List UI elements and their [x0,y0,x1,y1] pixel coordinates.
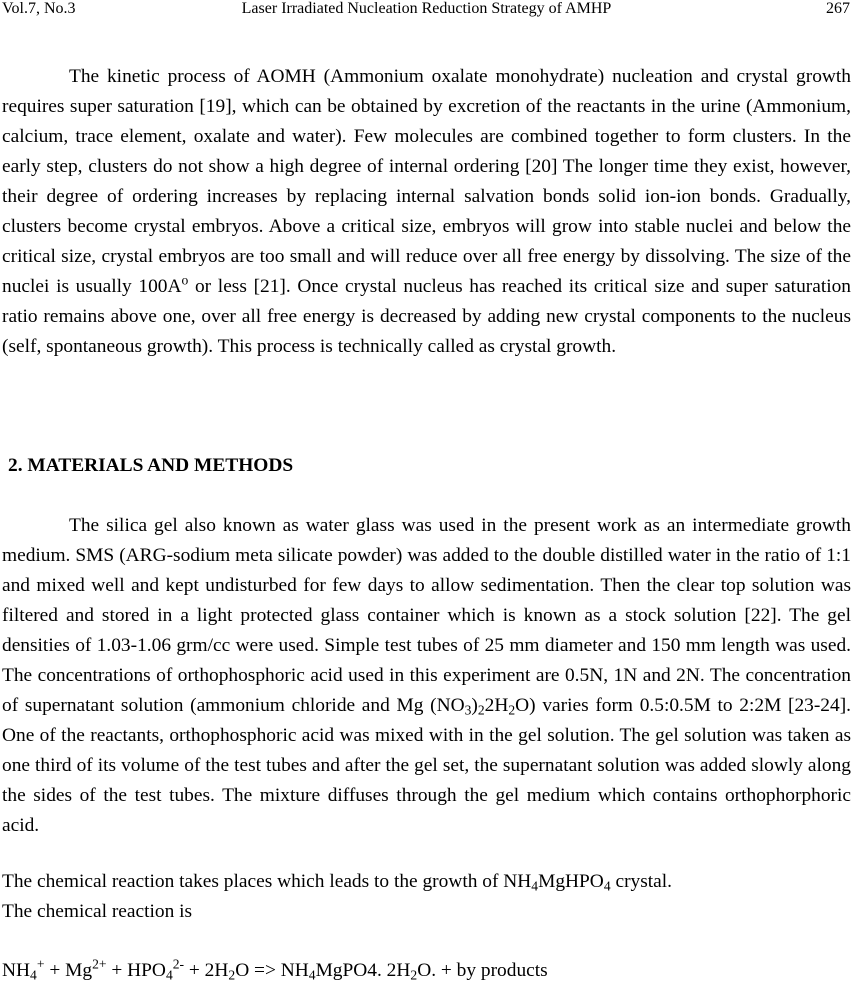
paragraph-text: The silica gel also known as water glass was used in the present work as an intermediate growth medium. SMS (ARG-sodium meta silicate powder) was added to the double distilled water in the ratio of 1:1 and mixed well and kept undisturbed for few days to allow sedimentation. Then the clear top solution was filtered and stored in a light protected glass container which is known as a stock solution [22]. The gel densities of 1.03-1.06 grm/cc were used. Simple test tubes of 25 mm diameter and 150 mm length was used. The concentrations of orthophosphoric acid used in this experiment are 0.5N, 1N and 2N. The concentration of supernatant solution (ammonium chloride and Mg (NO [2,515,851,716]
running-title: Laser Irradiated Nucleation Reduction Strategy of AMHP [241,0,612,17]
eq-term: + Mg [44,960,93,981]
subscript: 3 [464,702,472,718]
section-heading: 2. MATERIALS AND METHODS [8,455,294,476]
paragraph-text: or less [21]. Once crystal nucleus has reached its critical size and super saturation ratio remains above one, over all free energy is decreased by adding new crystal components to the nucleus (self, spontaneous growth). This process is technically called as crystal growth. [2,276,851,357]
subscript: 2 [228,967,236,983]
subscript: 4 [531,878,539,894]
paragraph-text: The kinetic process of AOMH (Ammonium oxalate monohydrate) nucleation and crystal growth requires super saturation [19], which can be obtained by excretion of the reactants in the urine (Ammonium, calcium, trace element, oxalate and water). Few molecules are combined together to form clusters. In the early step, clusters do not show a high degree of internal ordering [20] The longer time they exist, however, their degree of ordering increases by replacing internal salvation bonds solid ion-ion bonds. Gradually, clusters become crystal embryos. Above a critical size, embryos will grow into stable nuclei and below the critical size, crystal embryos are too small and will reduce over all free energy by dissolving. The size of the nuclei is usually 100A [2,66,851,297]
line-text: MgHPO [538,871,604,892]
paragraph-text: O) varies form 0.5:0.5M to 2:2M [23-24]. One of the reactants, orthophosphoric acid was mixed with in the gel solution. The gel solution was taken as one third of its volume of the test tubes and after the gel set, the supernatant solution was added slowly along the sides of the test tubes. The mixture diffuses through the gel medium which contains orthophorphoric acid. [2,695,852,836]
line-text: crystal. [610,871,672,892]
reaction-label-line: The chemical reaction is [2,901,193,922]
superscript: 2- [172,956,185,972]
paragraph-text: ) [471,695,478,716]
reaction-intro-line [2,871,672,893]
eq-term: + HPO [106,960,166,981]
volume-issue: Vol.7, No.3 [2,0,76,17]
paragraph-nucleation [2,62,851,362]
superscript: o [181,272,189,288]
subscript: 4 [165,967,173,983]
eq-term: O => NH [235,960,309,981]
line-text: The chemical reaction takes places which leads to the growth of NH [2,871,532,892]
subscript: 2 [508,702,516,718]
superscript: 2+ [92,956,107,972]
eq-term: + 2H [184,960,229,981]
page-number: 267 [826,0,850,17]
subscript: 2 [477,702,485,718]
subscript: 4 [308,967,316,983]
subscript: 2 [410,967,418,983]
paragraph-methods [2,511,851,841]
eq-term: O. + by products [417,960,548,981]
eq-term: NH [2,960,31,981]
chemical-equation [2,956,548,983]
subscript: 4 [30,967,37,983]
paragraph-text: 2H [484,695,509,716]
eq-term: MgPO4. 2H [315,960,411,981]
running-header [0,0,853,22]
subscript: 4 [603,878,611,894]
superscript: + [36,956,45,972]
